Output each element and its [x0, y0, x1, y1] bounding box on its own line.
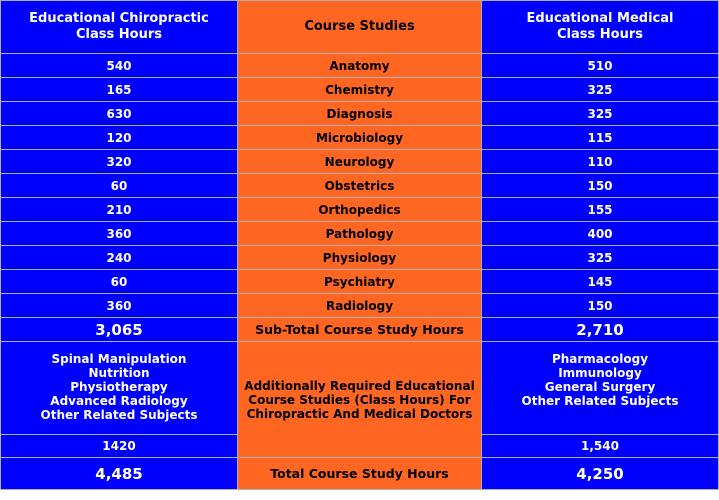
course-name-cell: Neurology	[238, 150, 481, 173]
subtotal-row	[1, 318, 718, 341]
header-course: Course Studies	[238, 1, 481, 53]
course-name-cell: Psychiatry	[238, 270, 481, 293]
chiro-hours-cell: 210	[1, 198, 237, 221]
total-medical: 4,250	[482, 458, 718, 489]
course-name-cell: Radiology	[238, 294, 481, 317]
course-name-cell: Pathology	[238, 222, 481, 245]
table-row	[1, 222, 718, 245]
course-name-cell: Microbiology	[238, 126, 481, 149]
table-row	[1, 270, 718, 293]
course-name-cell: Anatomy	[238, 54, 481, 77]
medical-hours-cell: 110	[482, 150, 718, 173]
subtotal-medical: 2,710	[482, 318, 718, 341]
chiro-hours-cell: 360	[1, 294, 237, 317]
course-name-cell: Orthopedics	[238, 198, 481, 221]
table-row	[1, 102, 718, 125]
medical-hours-cell: 155	[482, 198, 718, 221]
course-name-cell: Physiology	[238, 246, 481, 269]
medical-hours-cell: 400	[482, 222, 718, 245]
chiro-hours-cell: 240	[1, 246, 237, 269]
header-chiro: Educational Chiropractic Class Hours	[1, 1, 237, 53]
chiro-hours-cell: 630	[1, 102, 237, 125]
chiro-hours-cell: 60	[1, 270, 237, 293]
course-name-cell: Obstetrics	[238, 174, 481, 197]
chiro-hours-cell: 120	[1, 126, 237, 149]
chiro-hours-cell: 540	[1, 54, 237, 77]
additional-medical-hours: 1,540	[482, 435, 718, 457]
table-row	[1, 126, 718, 149]
additional-chiro-subjects: Spinal Manipulation Nutrition Physiotherapy Advanced Radiology Other Related Subjects	[1, 342, 237, 434]
table-row	[1, 78, 718, 101]
medical-hours-cell: 150	[482, 294, 718, 317]
table-row	[1, 54, 718, 77]
course-name-cell: Chemistry	[238, 78, 481, 101]
additional-row	[1, 342, 718, 434]
total-chiro: 4,485	[1, 458, 237, 489]
header-row	[1, 1, 718, 53]
header-medical: Educational Medical Class Hours	[482, 1, 718, 53]
table-row	[1, 294, 718, 317]
table-row	[1, 150, 718, 173]
total-label: Total Course Study Hours	[238, 458, 481, 489]
chiro-hours-cell: 360	[1, 222, 237, 245]
additional-chiro-hours: 1420	[1, 435, 237, 457]
chiro-hours-cell: 320	[1, 150, 237, 173]
subtotal-label: Sub-Total Course Study Hours	[238, 318, 481, 341]
medical-hours-cell: 325	[482, 102, 718, 125]
additional-medical-subjects: Pharmacology Immunology General Surgery Other Related Subjects	[482, 342, 718, 434]
medical-hours-cell: 325	[482, 246, 718, 269]
additional-label: Additionally Required Educational Course Studies (Class Hours) For Chiropractic And Medical Doctors	[238, 342, 481, 457]
chiro-hours-cell: 165	[1, 78, 237, 101]
medical-hours-cell: 115	[482, 126, 718, 149]
medical-hours-cell: 325	[482, 78, 718, 101]
total-row	[1, 458, 718, 489]
medical-hours-cell: 510	[482, 54, 718, 77]
course-name-cell: Diagnosis	[238, 102, 481, 125]
table-row	[1, 246, 718, 269]
subtotal-chiro: 3,065	[1, 318, 237, 341]
medical-hours-cell: 145	[482, 270, 718, 293]
table-row	[1, 174, 718, 197]
table-row	[1, 198, 718, 221]
medical-hours-cell: 150	[482, 174, 718, 197]
chiro-hours-cell: 60	[1, 174, 237, 197]
